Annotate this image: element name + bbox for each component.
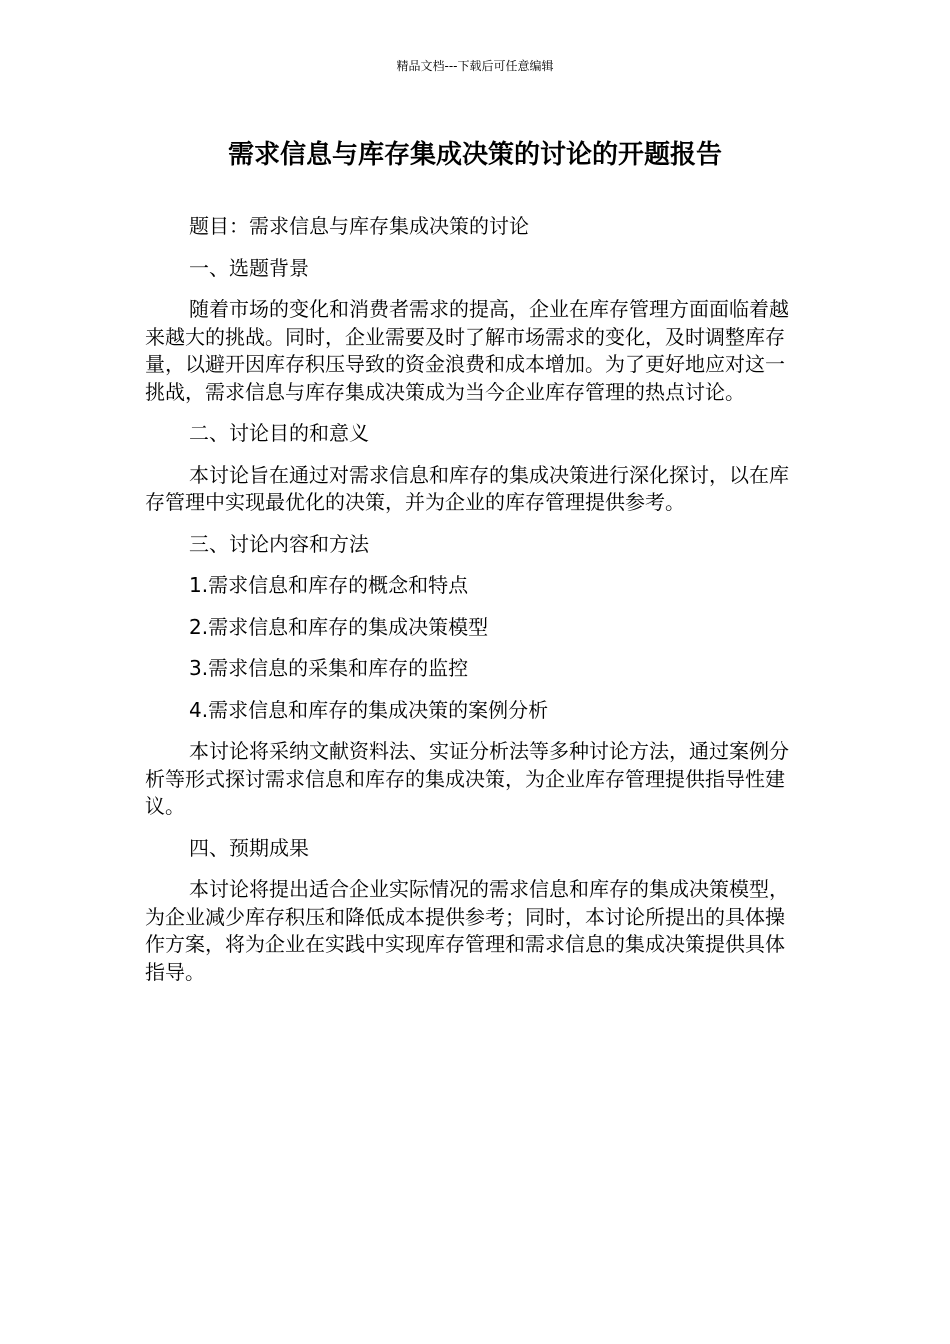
topic-line: 题目：需求信息与库存集成决策的讨论 bbox=[189, 214, 529, 238]
content-list-item-2: 2.需求信息和库存的集成决策模型 bbox=[189, 614, 489, 639]
method-paragraph: 本讨论将采纳文献资料法、实证分析法等多种讨论方法，通过案例分析等形式探讨需求信息和库存的集成决策，为企业库存管理提供指导性建议。 bbox=[145, 739, 789, 818]
section-heading-expected-results: 四、预期成果 bbox=[189, 835, 309, 860]
content-list-item-1: 1.需求信息和库存的概念和特点 bbox=[189, 573, 469, 597]
document-title: 需求信息与库存集成决策的讨论的开题报告 bbox=[227, 140, 722, 170]
section-heading-purpose: 二、讨论目的和意义 bbox=[189, 421, 369, 445]
expected-results-paragraph: 本讨论将提出适合企业实际情况的需求信息和库存的集成决策模型，为企业减少库存积压和降低成本提供参考；同时，本讨论所提出的具体操作方案，将为企业在实践中实现库存管理和需求信息的集成决策提供具体指导。 bbox=[145, 877, 789, 984]
purpose-paragraph: 本讨论旨在通过对需求信息和库存的集成决策进行深化探讨，以在库存管理中实现最优化的决策，并为企业的库存管理提供参考。 bbox=[145, 462, 789, 514]
section-heading-background: 一、选题背景 bbox=[189, 255, 309, 280]
header-note: 精品文档---下载后可任意编辑 bbox=[396, 59, 554, 73]
document-body bbox=[145, 213, 793, 1000]
section-heading-content-method: 三、讨论内容和方法 bbox=[189, 531, 369, 556]
background-paragraph: 随着市场的变化和消费者需求的提高，企业在库存管理方面面临着越来越大的挑战。同时，企业需要及时了解市场需求的变化，及时调整库存量，以避开因库存积压导致的资金浪费和成本增加。为了更好地应对这一挑战，需求信息与库存集成决策成为当今企业库存管理的热点讨论。 bbox=[145, 297, 789, 404]
content-list-item-3: 3.需求信息的采集和库存的监控 bbox=[189, 656, 469, 680]
content-list-item-4: 4.需求信息和库存的集成决策的案例分析 bbox=[189, 697, 549, 722]
